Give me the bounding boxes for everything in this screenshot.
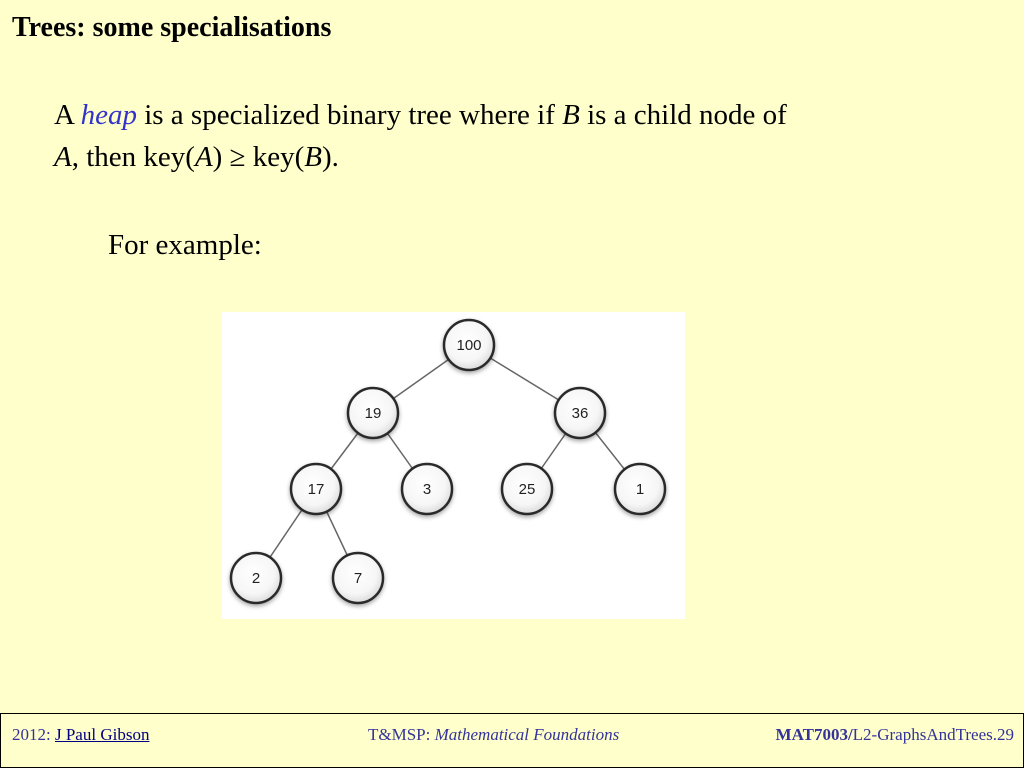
var-b: B — [304, 141, 322, 173]
var-a: A — [194, 141, 213, 173]
footer-credit — [12, 725, 149, 745]
node-key-label: 19 — [364, 405, 382, 422]
node-key-label: 17 — [307, 481, 325, 498]
tree-node — [502, 464, 552, 514]
example-label: For example: — [108, 229, 262, 261]
tree-node — [333, 553, 383, 603]
node-key-label: 36 — [571, 405, 589, 422]
node-key-label: 2 — [251, 570, 261, 587]
node-key-label: 1 — [635, 481, 645, 498]
footer-year: 2012: — [12, 725, 55, 744]
tree-node — [402, 464, 452, 514]
author-link[interactable]: J Paul Gibson — [54, 725, 150, 744]
var-b: B — [562, 99, 580, 131]
definition-text: is a child node of — [579, 99, 787, 131]
footer-slide-id — [776, 725, 1014, 745]
heap-definition — [54, 94, 954, 178]
footer-bar — [0, 713, 1024, 768]
course-prefix: T&MSP: — [368, 725, 435, 744]
definition-text: is a specialized binary tree where if — [136, 99, 563, 131]
module-code: MAT7003/ — [775, 725, 853, 744]
node-key-label: 7 — [353, 570, 363, 587]
heap-diagram — [222, 312, 685, 619]
heap-tree-svg — [222, 312, 685, 619]
definition-text: ). — [321, 141, 339, 173]
tree-node — [444, 320, 494, 370]
definition-text: , then key( — [71, 141, 195, 173]
tree-node — [555, 388, 605, 438]
footer-course — [368, 725, 619, 745]
definition-text: ) ≥ key( — [212, 141, 305, 173]
slide-title: Trees: some specialisations — [12, 12, 332, 43]
node-key-label: 25 — [518, 481, 536, 498]
course-name: Mathematical Foundations — [434, 725, 620, 744]
var-a: A — [54, 141, 72, 173]
slide-ref: L2-GraphsAndTrees.29 — [852, 725, 1014, 744]
definition-text: A — [54, 99, 81, 131]
tree-node — [291, 464, 341, 514]
node-key-label: 3 — [422, 481, 432, 498]
heap-term: heap — [80, 99, 137, 131]
node-key-label: 100 — [456, 337, 482, 354]
tree-node — [615, 464, 665, 514]
tree-node — [348, 388, 398, 438]
tree-node — [231, 553, 281, 603]
